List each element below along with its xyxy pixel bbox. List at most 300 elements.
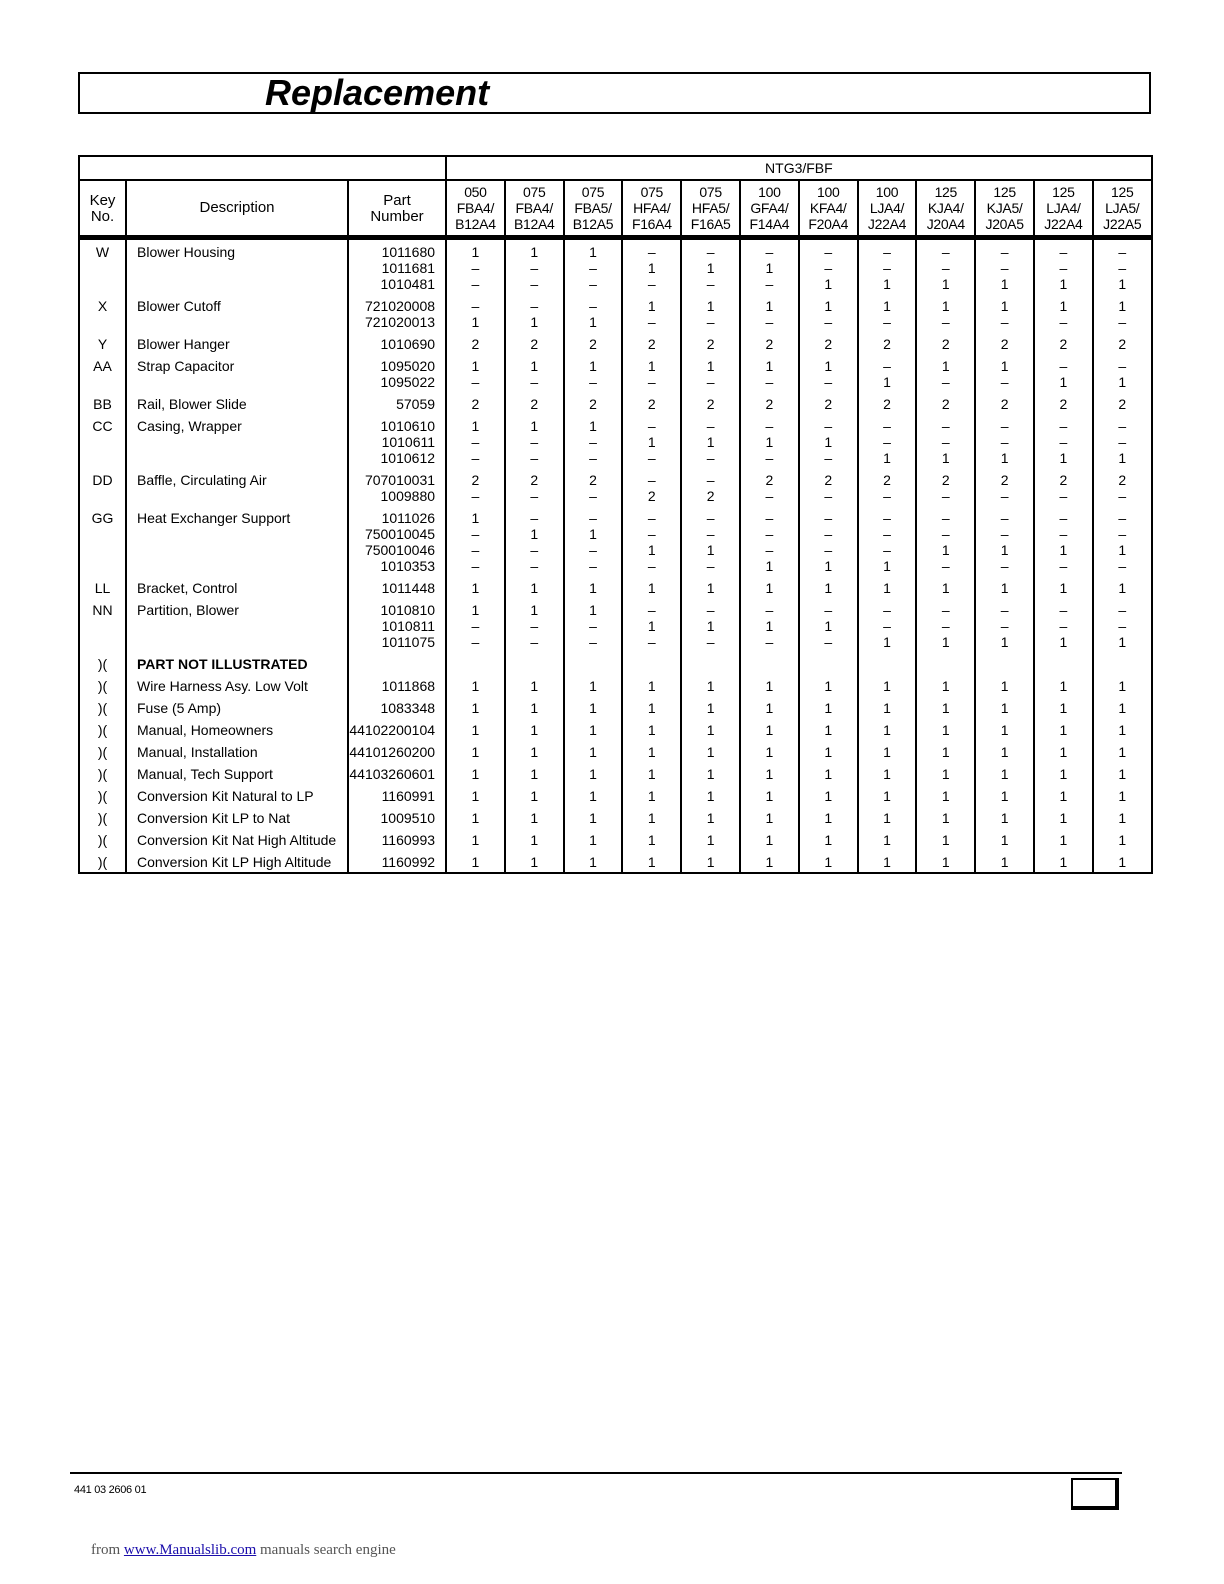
quantity-value: – [706,601,715,618]
quantity-cell [505,828,564,850]
quantity-value: 1 [647,743,656,760]
quantity-cell [564,696,623,718]
footer-rule [70,1472,1122,1474]
quantity-value: – [941,313,950,330]
quantity-cell [505,674,564,696]
quantity-value: 1 [824,787,833,804]
model-group-header: NTG3/FBF [446,156,1152,180]
quantity-cell [1034,392,1093,414]
quantity-value: 1 [647,721,656,738]
quantity-value: 1 [1059,297,1068,314]
quantity-value: – [941,417,950,434]
quantity-cell [799,294,858,332]
part-number-cell [348,806,446,828]
quantity-cell [622,850,681,873]
description-cell: Heat Exchanger Support [126,506,348,576]
quantity-cell [975,576,1034,598]
quantity-cell [975,850,1034,873]
key-cell: )( [79,762,126,784]
key-cell: GG [79,506,126,576]
quantity-cell [916,740,975,762]
quantity-value: – [1059,601,1068,618]
quantity-value: 1 [471,765,480,782]
quantity-value: – [765,541,774,558]
title-box [78,72,1151,114]
quantity-value: 1 [1059,275,1068,292]
quantity-cell [916,468,975,506]
quantity-cell [681,652,740,674]
quantity-cell [740,740,799,762]
quantity-value: 1 [706,699,715,716]
quantity-cell [740,506,799,576]
quantity-value: 1 [471,787,480,804]
table-row [79,762,1152,784]
quantity-value: – [941,487,950,504]
quantity-cell [505,506,564,576]
quantity-cell [681,294,740,332]
quantity-value: 2 [530,395,539,412]
quantity-cell [622,740,681,762]
quantity-cell [564,414,623,468]
quantity-value: 1 [647,541,656,558]
quantity-cell [858,506,917,576]
quantity-value: 2 [941,471,950,488]
quantity-value: 1 [647,297,656,314]
quantity-value: – [1000,243,1009,260]
part-number: 707010031 [364,471,436,488]
quantity-cell [858,652,917,674]
quantity-cell [564,718,623,740]
quantity-cell [1093,762,1152,784]
part-number: 44103260601 [349,765,436,782]
quantity-value: 1 [941,449,950,466]
quantity-cell [740,576,799,598]
quantity-value: 1 [647,765,656,782]
quantity-value: 1 [824,743,833,760]
quantity-value: 1 [589,765,597,782]
quantity-value: – [706,525,715,542]
quantity-value: – [1000,259,1009,276]
quantity-value: 1 [824,557,833,574]
quantity-value: – [1059,243,1068,260]
key-no-header [79,180,126,237]
quantity-cell [446,828,505,850]
quantity-value: – [706,275,715,292]
model-header: 075 FBA5/ B12A5 [564,180,623,237]
quantity-value: 1 [530,809,539,826]
quantity-value: – [765,417,774,434]
quantity-value: 1 [647,809,656,826]
key-header-line1: Key [89,191,116,209]
quantity-value: – [1059,433,1068,450]
quantity-value: – [941,617,950,634]
quantity-cell [799,762,858,784]
quantity-value: – [647,449,656,466]
quantity-value: – [824,487,833,504]
quantity-cell [505,598,564,652]
quantity-value: 1 [1118,787,1127,804]
quantity-value: 1 [589,243,597,260]
quantity-value: 1 [765,557,774,574]
model-header: 125 KJA5/ J20A5 [975,180,1034,237]
quantity-value: – [471,297,480,314]
part-number: 721020013 [364,313,436,330]
quantity-cell [1093,392,1152,414]
quantity-cell [975,828,1034,850]
quantity-value: 1 [1000,853,1009,870]
quantity-cell [1034,850,1093,873]
quantity-cell [564,392,623,414]
header-blank [79,156,446,180]
quantity-cell [564,674,623,696]
part-number: 750010045 [364,525,436,542]
quantity-cell [505,354,564,392]
description-cell: Blower Housing [126,237,348,294]
quantity-cell [858,576,917,598]
quantity-value: 1 [589,313,597,330]
quantity-cell [975,674,1034,696]
part-number: 1011026 [381,509,436,526]
quantity-value: 1 [883,557,891,574]
quantity-cell [916,674,975,696]
quantity-cell [622,576,681,598]
quantity-value: – [941,373,950,390]
quantity-value: 1 [530,699,539,716]
quantity-value: 1 [706,541,715,558]
quantity-cell [622,828,681,850]
quantity-cell [622,674,681,696]
quantity-value: – [471,541,480,558]
quantity-value: 1 [706,721,715,738]
quantity-cell [858,850,917,873]
quantity-value: – [530,617,539,634]
quantity-cell [916,718,975,740]
quantity-value: – [530,297,539,314]
quantity-cell [858,762,917,784]
table-row [79,598,1152,652]
quantity-cell [799,392,858,414]
quantity-value: 1 [941,853,950,870]
quantity-value: 2 [824,395,833,412]
quantity-cell [1034,696,1093,718]
quantity-cell [799,784,858,806]
quantity-cell [799,674,858,696]
quantity-value: – [530,541,539,558]
quantity-value: – [471,373,480,390]
quantity-value: – [1118,487,1127,504]
quantity-value: – [883,617,891,634]
quantity-value: 1 [589,809,597,826]
quantity-value: – [471,433,480,450]
quantity-value: 1 [941,743,950,760]
quantity-value: – [883,243,891,260]
model-header: 125 LJA4/ J22A4 [1034,180,1093,237]
quantity-value: – [471,449,480,466]
quantity-cell [681,332,740,354]
quantity-cell [740,392,799,414]
quantity-cell [622,762,681,784]
quantity-value: – [471,633,480,650]
quantity-cell [622,294,681,332]
quantity-value: 1 [589,699,597,716]
part-number: 1010610 [380,417,436,434]
quantity-value: 1 [1059,809,1068,826]
part-number-cell [348,762,446,784]
quantity-cell [975,652,1034,674]
quantity-value: 1 [1118,809,1127,826]
quantity-cell [505,850,564,873]
quantity-cell [622,652,681,674]
quantity-value: – [706,633,715,650]
quantity-value: – [1118,243,1127,260]
quantity-value: – [824,243,833,260]
part-number-cell [348,576,446,598]
quantity-value: – [589,633,597,650]
quantity-cell [1034,468,1093,506]
quantity-cell [799,576,858,598]
part-number-cell [348,850,446,873]
quantity-value: 1 [647,787,656,804]
quantity-cell [975,806,1034,828]
quantity-value: 1 [1000,633,1009,650]
quantity-cell [799,506,858,576]
quantity-value: – [1118,617,1127,634]
quantity-value: – [471,617,480,634]
quantity-cell [505,332,564,354]
quantity-value: 1 [824,765,833,782]
quantity-cell [858,806,917,828]
quantity-cell [564,598,623,652]
quantity-cell [916,850,975,873]
part-number-cell [348,468,446,506]
quantity-value: 1 [530,743,539,760]
quantity-value: 1 [824,699,833,716]
quantity-value: – [1000,487,1009,504]
key-cell: BB [79,392,126,414]
quantity-value: – [530,557,539,574]
quantity-value: – [1059,509,1068,526]
quantity-value: – [1059,417,1068,434]
quantity-cell [446,237,505,294]
description-cell: Blower Hanger [126,332,348,354]
quantity-cell [564,762,623,784]
quantity-value: – [883,357,891,374]
quantity-value: 1 [1118,579,1127,596]
quantity-value: 1 [647,579,656,596]
quantity-value: 2 [1059,335,1068,352]
quantity-value: – [647,509,656,526]
quantity-cell [1034,414,1093,468]
quantity-value: 1 [471,831,480,848]
key-cell: LL [79,576,126,598]
quantity-cell [564,576,623,598]
quantity-value: 1 [1118,677,1127,694]
quantity-cell [916,828,975,850]
model-header: 100 GFA4/ F14A4 [740,180,799,237]
quantity-value: – [706,449,715,466]
quantity-value: – [941,433,950,450]
quantity-value: 1 [1000,831,1009,848]
quantity-value: 1 [1000,297,1009,314]
quantity-value: 1 [471,509,480,526]
quantity-value: 1 [1118,721,1127,738]
quantity-value: – [1000,525,1009,542]
model-header: 050 FBA4/ B12A4 [446,180,505,237]
description-cell: Conversion Kit LP High Altitude [126,850,348,873]
quantity-value: – [883,601,891,618]
quantity-value: 1 [1059,721,1068,738]
quantity-value: 1 [1000,809,1009,826]
quantity-cell [975,332,1034,354]
manualslib-link[interactable]: www.Manualslib.com [123,1542,257,1558]
table-row [79,414,1152,468]
quantity-value: – [647,557,656,574]
quantity-value: 1 [824,831,833,848]
quantity-cell [681,850,740,873]
quantity-value: 2 [1118,471,1127,488]
description-cell: Fuse (5 Amp) [126,696,348,718]
key-cell: )( [79,784,126,806]
quantity-value: 2 [1118,395,1127,412]
quantity-value: 1 [589,853,597,870]
quantity-value: 1 [824,579,833,596]
part-number-cell [348,828,446,850]
part-number-cell [348,696,446,718]
quantity-value: 1 [824,809,833,826]
quantity-value: 1 [883,699,891,716]
quantity-value: 1 [706,433,715,450]
quantity-cell [1034,598,1093,652]
quantity-value: 1 [1118,831,1127,848]
quantity-cell [1093,740,1152,762]
quantity-cell [916,598,975,652]
quantity-value: 1 [765,433,774,450]
quantity-value: 1 [824,275,833,292]
quantity-value: 2 [941,395,950,412]
quantity-value: – [706,471,715,488]
quantity-cell [681,598,740,652]
quantity-value: 1 [1059,765,1068,782]
quantity-value: 1 [765,765,774,782]
quantity-value: 1 [530,357,539,374]
quantity-value: 2 [824,471,833,488]
quantity-value: – [824,525,833,542]
quantity-cell [858,674,917,696]
part-number: 1011868 [381,677,436,694]
quantity-cell [564,237,623,294]
quantity-value: 1 [647,831,656,848]
quantity-value: 1 [883,275,891,292]
model-header: 125 LJA5/ J22A5 [1093,180,1152,237]
key-cell: Y [79,332,126,354]
quantity-cell [916,414,975,468]
quantity-cell [858,598,917,652]
quantity-value: – [824,541,833,558]
quantity-cell [1093,506,1152,576]
quantity-value: – [589,449,597,466]
quantity-cell [564,354,623,392]
table-row [79,294,1152,332]
description-cell: Casing, Wrapper [126,414,348,468]
quantity-cell [1034,354,1093,392]
quantity-value: 1 [1118,765,1127,782]
quantity-value: 1 [941,541,950,558]
quantity-value: 1 [883,297,891,314]
quantity-value: – [589,509,597,526]
quantity-value: – [589,297,597,314]
quantity-cell [681,506,740,576]
quantity-cell [1093,332,1152,354]
quantity-value: 1 [471,699,480,716]
quantity-value: 1 [1059,633,1068,650]
description-cell: Conversion Kit LP to Nat [126,806,348,828]
quantity-value: – [883,313,891,330]
quantity-value: 1 [706,357,715,374]
part-number-cell [348,652,446,674]
quantity-value: 1 [706,259,715,276]
quantity-cell [858,784,917,806]
quantity-cell [1093,696,1152,718]
table-row [79,237,1152,294]
quantity-value: – [941,259,950,276]
quantity-value: – [1118,557,1127,574]
quantity-value: – [765,509,774,526]
quantity-value: 1 [530,579,539,596]
quantity-cell [622,392,681,414]
part-number-cell [348,674,446,696]
table-row [79,468,1152,506]
quantity-cell [799,806,858,828]
part-number: 1010811 [381,617,436,634]
quantity-cell [799,332,858,354]
quantity-value: 1 [1000,699,1009,716]
quantity-cell [446,740,505,762]
quantity-cell [799,598,858,652]
quantity-value: 1 [765,579,774,596]
quantity-value: 1 [941,275,950,292]
description-cell: Manual, Installation [126,740,348,762]
quantity-cell [681,468,740,506]
quantity-value: – [471,259,480,276]
quantity-value: 1 [471,601,480,618]
quantity-value: – [765,633,774,650]
quantity-cell [681,354,740,392]
quantity-cell [740,850,799,873]
quantity-cell [1093,850,1152,873]
quantity-cell [975,414,1034,468]
key-cell: )( [79,674,126,696]
quantity-value: 1 [941,721,950,738]
quantity-cell [916,332,975,354]
quantity-value: – [647,525,656,542]
key-cell: X [79,294,126,332]
quantity-cell [916,652,975,674]
part-number-cell [348,332,446,354]
model-header: 100 LJA4/ J22A4 [858,180,917,237]
quantity-value: – [765,487,774,504]
quantity-value: 1 [765,357,774,374]
quantity-cell [799,354,858,392]
quantity-value: 2 [589,335,597,352]
quantity-value: 2 [530,471,539,488]
quantity-value: – [589,487,597,504]
quantity-value: 1 [706,765,715,782]
quantity-cell [1034,674,1093,696]
quantity-cell [446,332,505,354]
quantity-cell [505,468,564,506]
quantity-value: – [883,509,891,526]
quantity-cell [975,392,1034,414]
